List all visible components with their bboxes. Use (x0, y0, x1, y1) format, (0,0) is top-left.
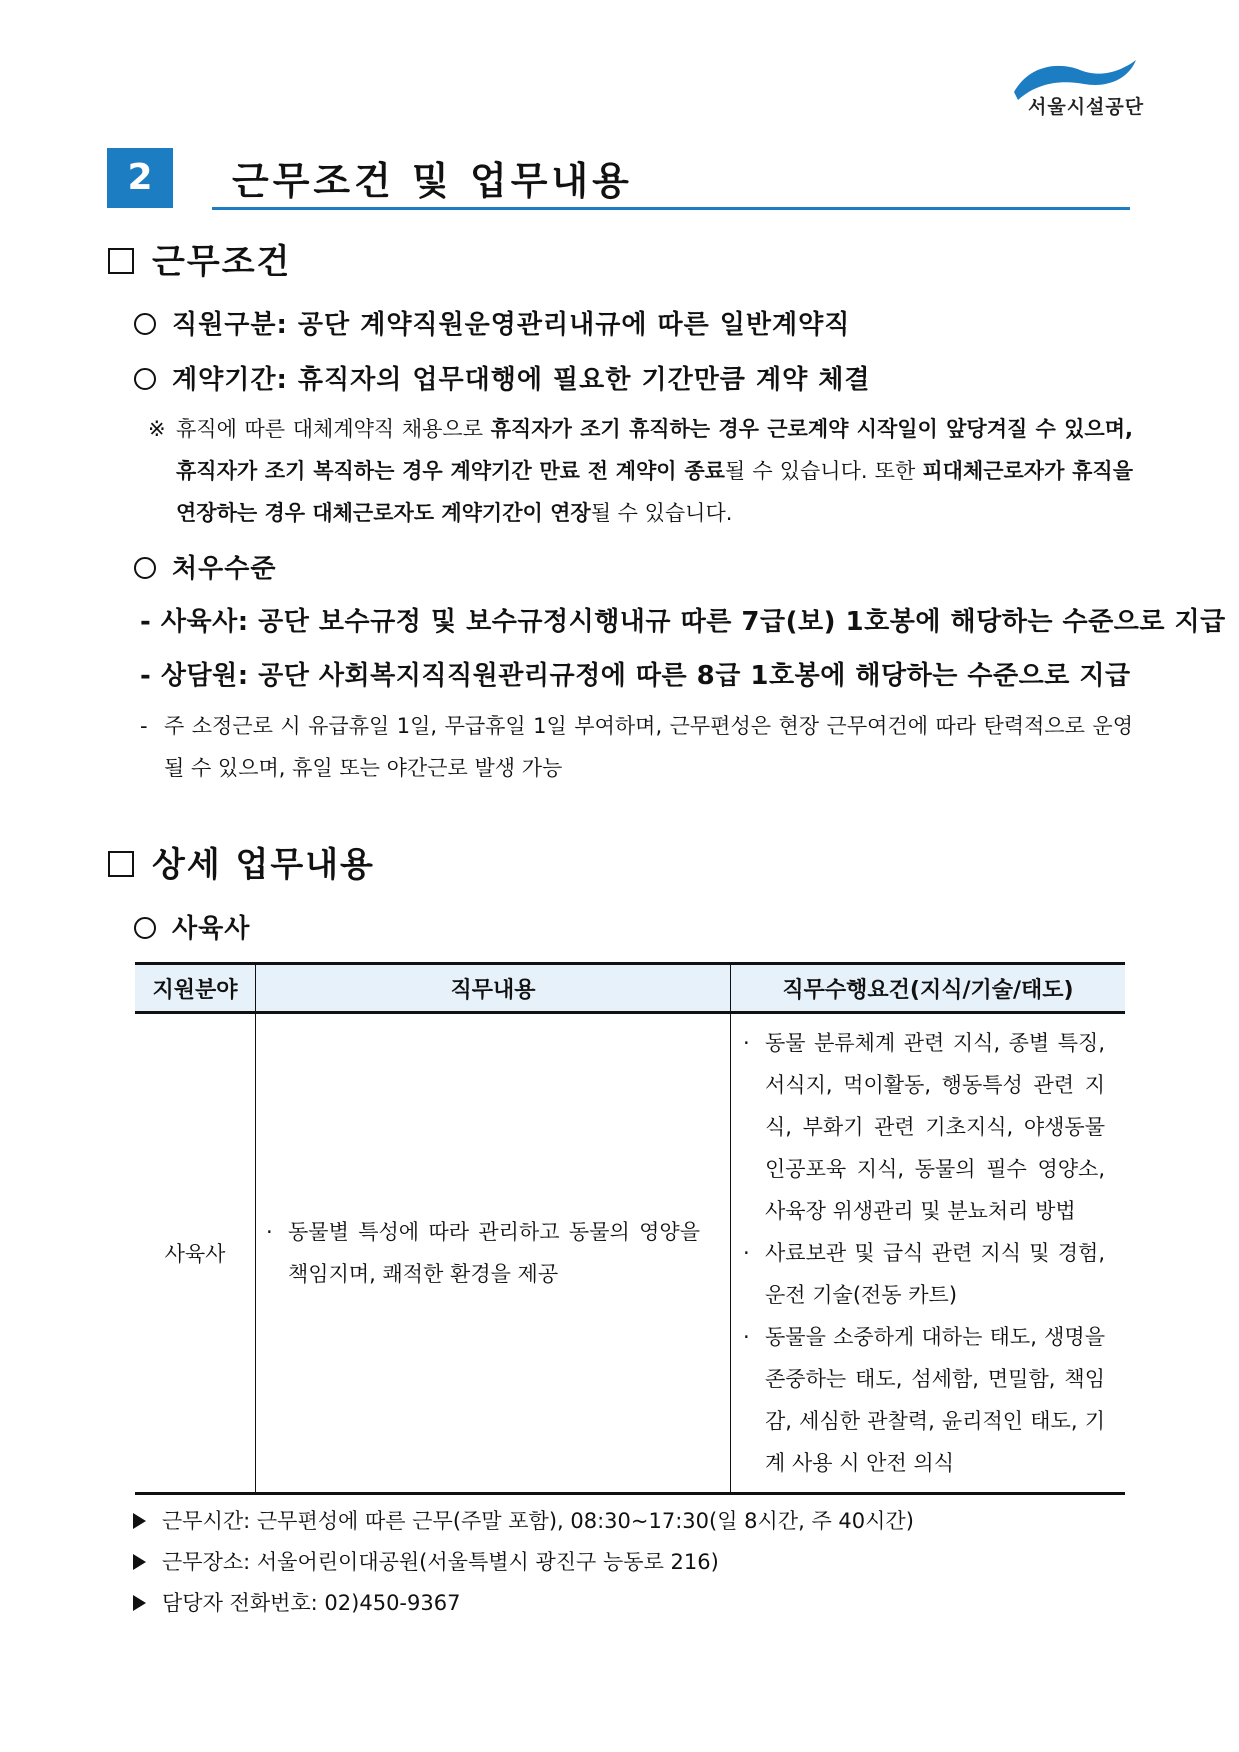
item-keeper-text: 사육사 (172, 914, 251, 944)
note-bold-2: 피대체근로자가 휴직을 연장하는 경우 대체근로자도 계약기간이 연장 (176, 459, 1133, 525)
circle-bullet-icon (134, 313, 156, 335)
duty-text: 동물별 특성에 따라 관리하고 동물의 영양을 책임지며, 쾌적한 환경을 제공 (288, 1220, 700, 1286)
heading-details-text: 상세 업무내용 (152, 845, 375, 885)
pay-counselor: - 상담원: 공단 사회복지직직원관리규정에 따른 8급 1호봉에 해당하는 수준으로 지급 (140, 661, 1131, 691)
table-header-requirements: 직무수행요건(지식/기술/태도) (731, 964, 1126, 1013)
heading-conditions-text: 근무조건 (152, 242, 292, 282)
table-cell-field: 사육사 (135, 1013, 256, 1494)
note-text-3: 될 수 있습니다. (590, 501, 733, 525)
circle-bullet-icon (134, 917, 156, 939)
checkbox-square-icon (108, 248, 134, 274)
triangle-bullet-icon (133, 1595, 146, 1611)
item-employee-type-text: 직원구분: 공단 계약직원운영관리내규에 따른 일반계약직 (172, 310, 851, 340)
section-underline (212, 207, 1130, 210)
item-keeper (134, 908, 250, 945)
note-text-1: 휴직에 따른 대체계약직 채용으로 (176, 417, 491, 441)
note-mark: ※ (148, 417, 166, 441)
triangle-bullet-icon (133, 1554, 146, 1570)
table-cell-duty (256, 1013, 731, 1494)
heading-details (108, 837, 375, 886)
note-bold-1: 휴직자가 조기 휴직하는 경우 근로계약 시작일이 앞당겨질 수 있으며, 휴직자가 조기 복직하는 경우 계약기간 만료 전 계약이 종료 (176, 417, 1133, 483)
item-contract-period (134, 359, 871, 396)
item-compensation (134, 548, 276, 585)
table-header-row (135, 964, 1125, 1013)
circle-bullet-icon (134, 368, 156, 390)
pay-keeper: - 사육사: 공단 보수규정 및 보수규정시행내규 따른 7급(보) 1호봉에 해당하는 수준으로 지급 (140, 607, 1226, 637)
duty-table (135, 962, 1125, 1495)
requirement-item: · 사료보관 및 급식 관련 지식 및 경험, 운전 기술(전동 카트) (743, 1241, 1105, 1307)
item-employee-type (134, 304, 850, 341)
holiday-note-mark: - (140, 714, 148, 738)
info-work-place: 근무장소: 서울어린이대공원(서울특별시 광진구 능동로 216) (133, 1546, 719, 1576)
info-contact-phone: 담당자 전화번호: 02)450-9367 (133, 1587, 460, 1617)
holiday-note (140, 705, 1133, 789)
section-number: 2 (107, 148, 173, 208)
checkbox-square-icon (108, 851, 134, 877)
note-text-2: 될 수 있습니다. 또한 (724, 459, 923, 483)
section-title: 근무조건 및 업무내용 (232, 159, 633, 203)
requirement-item: · 동물을 소중하게 대하는 태도, 생명을 존중하는 태도, 섬세함, 면밀함, 책임감, 세심한 관찰력, 윤리적인 태도, 기계 사용 시 안전 의식 (743, 1325, 1105, 1475)
table-header-field: 지원분야 (135, 964, 256, 1013)
heading-conditions (108, 234, 291, 283)
triangle-bullet-icon (133, 1513, 146, 1529)
item-contract-period-text: 계약기간: 휴직자의 업무대행에 필요한 기간만큼 계약 체결 (172, 365, 871, 395)
holiday-note-text: 주 소정근로 시 유급휴일 1일, 무급휴일 1일 부여하며, 근무편성은 현장 근무여건에 따라 탄력적으로 운영될 수 있으며, 휴일 또는 야간근로 발생 가능 (164, 714, 1133, 780)
table-header-duty: 직무내용 (256, 964, 731, 1013)
info-work-hours: 근무시간: 근무편성에 따른 근무(주말 포함), 08:30~17:30(일 8시간, 주 40시간) (133, 1505, 914, 1535)
logo-text: 서울시설공단 (1028, 96, 1145, 118)
circle-bullet-icon (134, 557, 156, 579)
item-compensation-text: 처우수준 (172, 554, 277, 584)
contract-note (148, 408, 1133, 534)
table-cell-requirements (731, 1013, 1126, 1494)
table-row (135, 1013, 1125, 1494)
requirement-item: · 동물 분류체계 관련 지식, 종별 특징, 서식지, 먹이활동, 행동특성 관련 지식, 부화기 관련 기초지식, 야생동물 인공포육 지식, 동물의 필수 영양소, 사육장 위생관리 및 분뇨처리 방법 (743, 1031, 1105, 1223)
duty-bullet: · (266, 1220, 273, 1244)
